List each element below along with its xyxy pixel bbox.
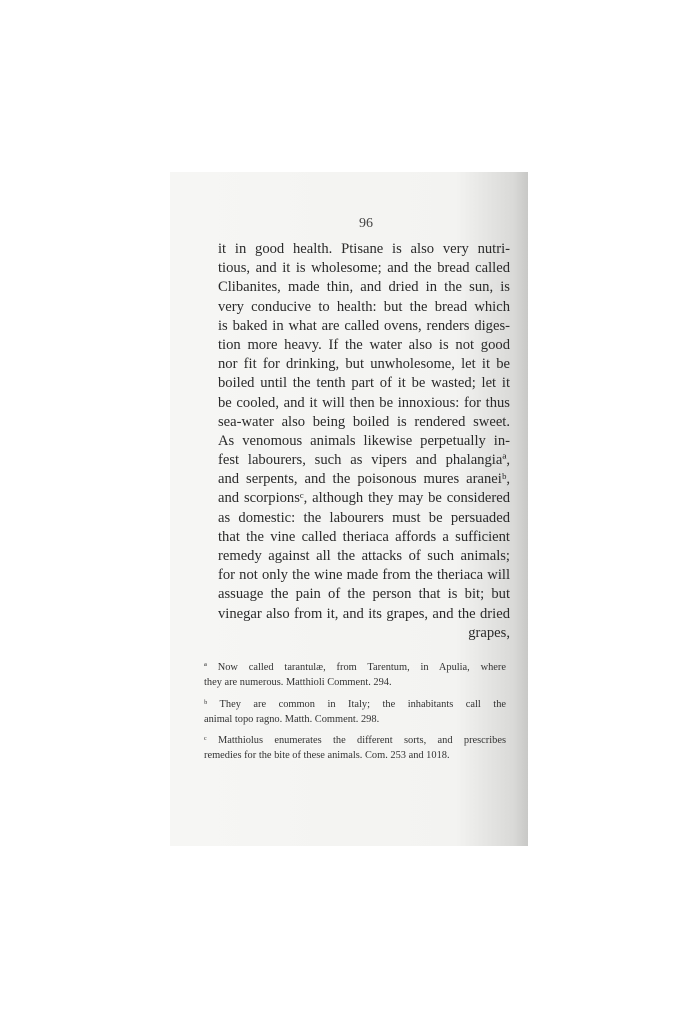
- text-line: it in good health. Ptisane is also very nutri-: [218, 241, 510, 257]
- footnote-c: [204, 733, 506, 763]
- text-line: is baked in what are called ovens, renders diges-: [218, 317, 510, 334]
- text-line: for not only the wine made from the theriaca will: [218, 567, 510, 584]
- text-line: and scorpionsᶜ, although they may be considered: [218, 490, 510, 507]
- footnote-line: ᶜ Matthiolus enumerates the different sorts, and prescribes: [204, 735, 506, 746]
- catchword: grapes,: [468, 624, 510, 641]
- footnote-line: animal topo ragno. Matth. Comment. 298.: [204, 714, 380, 725]
- footnote-line: they are numerous. Matthioli Comment. 294.: [204, 677, 392, 688]
- text-line: Clibanites, made thin, and dried in the sun, is: [218, 279, 510, 296]
- text-line: very conducive to health: but the bread which: [218, 298, 510, 315]
- footnote-line: ª Now called tarantulæ, from Tarentum, in Apulia, where: [204, 662, 506, 673]
- text-line: be cooled, and it will then be innoxious: for thus: [218, 394, 510, 411]
- footnote-b: [204, 697, 506, 727]
- text-line: nor fit for drinking, but unwholesome, let it be: [218, 356, 510, 373]
- text-line: that the vine called theriaca affords a sufficient: [218, 528, 510, 545]
- text-line: as domestic: the labourers must be persuaded: [218, 509, 510, 526]
- text-line: tious, and it is wholesome; and the bread called: [218, 260, 510, 277]
- text-line: boiled until the tenth part of it be wasted; let it: [218, 375, 510, 392]
- text-line: fest labourers, such as vipers and phalangiaª,: [218, 452, 510, 469]
- text-line: remedy against all the attacks of such animals;: [218, 548, 510, 564]
- text-line: tion more heavy. If the water also is not good: [218, 336, 510, 353]
- footnote-line: remedies for the bite of these animals. Com. 253 and 1018.: [204, 750, 450, 761]
- page-number: 96: [359, 216, 373, 231]
- text-line: assuage the pain of the person that is bit; but: [218, 586, 510, 603]
- main-text: [218, 240, 510, 643]
- footnote-a: [204, 660, 506, 690]
- footnote-line: ᵇ They are common in Italy; the inhabitants call the: [204, 699, 506, 710]
- text-line: As venomous animals likewise perpetually in-: [218, 432, 510, 449]
- text-line: sea-water also being boiled is rendered sweet.: [218, 413, 510, 430]
- text-line: and serpents, and the poisonous mures araneiᵇ,: [218, 471, 510, 488]
- text-line: vinegar also from it, and its grapes, and the dried: [218, 605, 510, 622]
